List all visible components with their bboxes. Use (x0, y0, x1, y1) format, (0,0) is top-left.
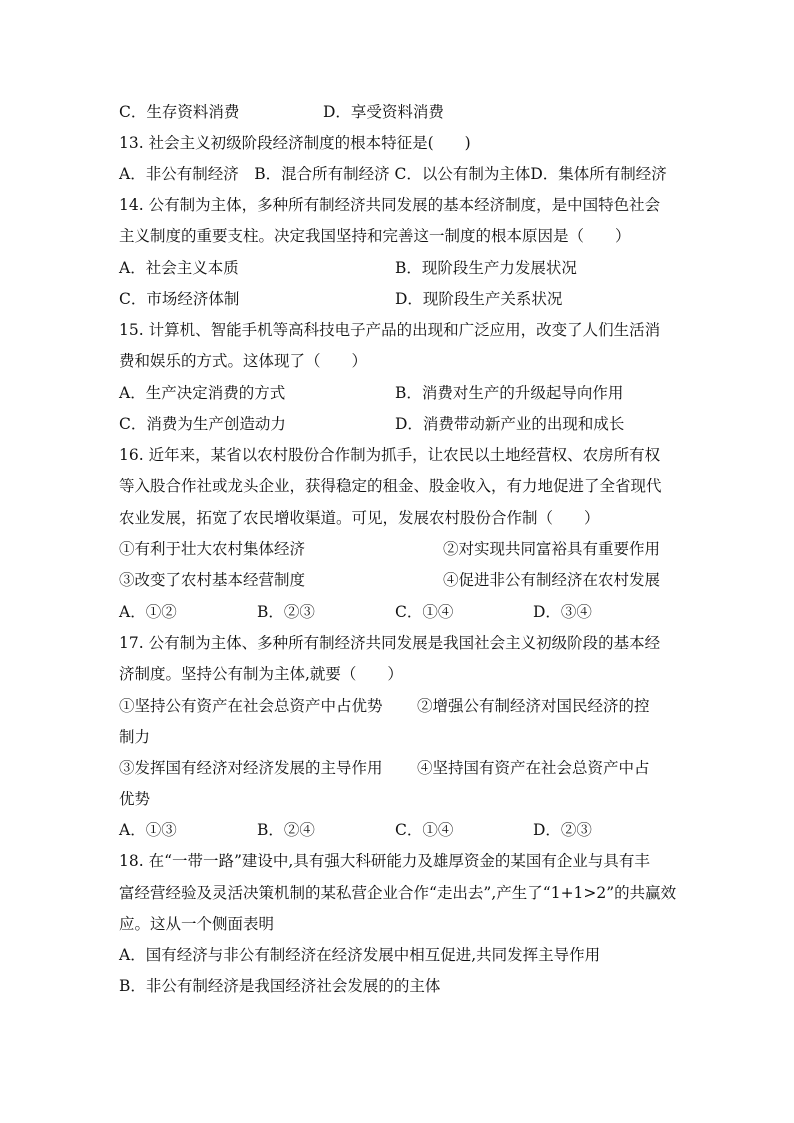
q16-option-a: A．①② (119, 603, 177, 621)
q18-stem-line-2: 富经营经验及灵活决策机制的某私营企业合作“走出去”,产生了“1+1>2”的共赢效 (119, 884, 677, 902)
q17-stem-line-1: 17. 公有制为主体、多种所有制经济共同发展是我国社会主义初级阶段的基本经 (119, 634, 661, 652)
q16-statement-2: ②对实现共同富裕具有重要作用 (443, 540, 661, 558)
q16-stem-line-3: 农业发展，拓宽了农民增收渠道。可见，发展农村股份合作制（ ） (119, 509, 600, 527)
q17-statement-2-cont: 制力 (119, 728, 151, 746)
q18-stem-line-1: 18. 在“一带一路”建设中,具有强大科研能力及雄厚资金的某国有企业与具有丰 (119, 852, 650, 870)
q14-stem-line-2: 主义制度的重要支柱。决定我国坚持和完善这一制度的根本原因是（ ） (119, 227, 631, 245)
q15-option-d: D．消费带动新产业的出现和成长 (395, 415, 625, 433)
q16-option-c: C．①④ (395, 603, 454, 621)
q17-option-d: D．②③ (533, 821, 592, 839)
q16-option-d: D．③④ (533, 603, 592, 621)
q16-stem-line-1: 16. 近年来，某省以农村股份合作制为抓手，让农民以土地经营权、农房所有权 (119, 446, 661, 464)
q17-statement-3: ③发挥国有经济对经济发展的主导作用 (119, 759, 383, 777)
q15-option-b: B．消费对生产的升级起导向作用 (395, 384, 624, 402)
q14-option-b: B．现阶段生产力发展状况 (395, 259, 577, 277)
q13-stem: 13. 社会主义初级阶段经济制度的根本特征是( ) (119, 134, 471, 152)
q17-statement-4: ④坚持国有资产在社会总资产中占 (417, 759, 650, 777)
q16-statement-3: ③改变了农村基本经营制度 (119, 571, 306, 589)
q15-option-a: A．生产决定消费的方式 (119, 384, 286, 402)
q17-option-b: B．②④ (257, 821, 315, 839)
q15-stem-line-2: 费和娱乐的方式。这体现了（ ） (119, 352, 368, 370)
q18-stem-line-3: 应。这从一个侧面表明 (119, 915, 275, 933)
q17-statement-2: ②增强公有制经济对国民经济的控 (417, 697, 650, 715)
q15-option-c: C．消费为生产创造动力 (119, 415, 286, 433)
q16-statement-4: ④促进非公有制经济在农村发展 (443, 571, 661, 589)
q16-statement-1: ①有利于壮大农村集体经济 (119, 540, 306, 558)
q16-option-b: B．②③ (257, 603, 315, 621)
q14-option-c: C．市场经济体制 (119, 290, 240, 308)
q14-stem-line-1: 14. 公有制为主体，多种所有制经济共同发展的基本经济制度，是中国特色社会 (119, 196, 661, 214)
q14-option-d: D．现阶段生产关系状况 (395, 290, 563, 308)
q13-options: A．非公有制经济 B．混合所有制经济 C．以公有制为主体D．集体所有制经济 (119, 165, 667, 183)
q16-stem-line-2: 等入股合作社或龙头企业，获得稳定的租金、股金收入，有力地促进了全省现代 (119, 477, 662, 495)
q18-option-b: B．非公有制经济是我国经济社会发展的的主体 (119, 977, 441, 995)
q17-option-c: C．①④ (395, 821, 454, 839)
q18-option-a: A．国有经济与非公有制经济在经济发展中相互促进,共同发挥主导作用 (119, 946, 601, 964)
q12-option-c: C．生存资料消费 (119, 103, 240, 121)
q15-stem-line-1: 15. 计算机、智能手机等高科技电子产品的出现和广泛应用，改变了人们生活消 (119, 321, 661, 339)
q17-option-a: A．①③ (119, 821, 177, 839)
q17-statement-1: ①坚持公有资产在社会总资产中占优势 (119, 697, 383, 715)
q17-statement-4-cont: 优势 (119, 790, 151, 808)
q12-option-d: D．享受资料消费 (323, 103, 444, 121)
q14-option-a: A．社会主义本质 (119, 259, 239, 277)
q17-stem-line-2: 济制度。坚持公有制为主体,就要（ ） (119, 665, 403, 683)
